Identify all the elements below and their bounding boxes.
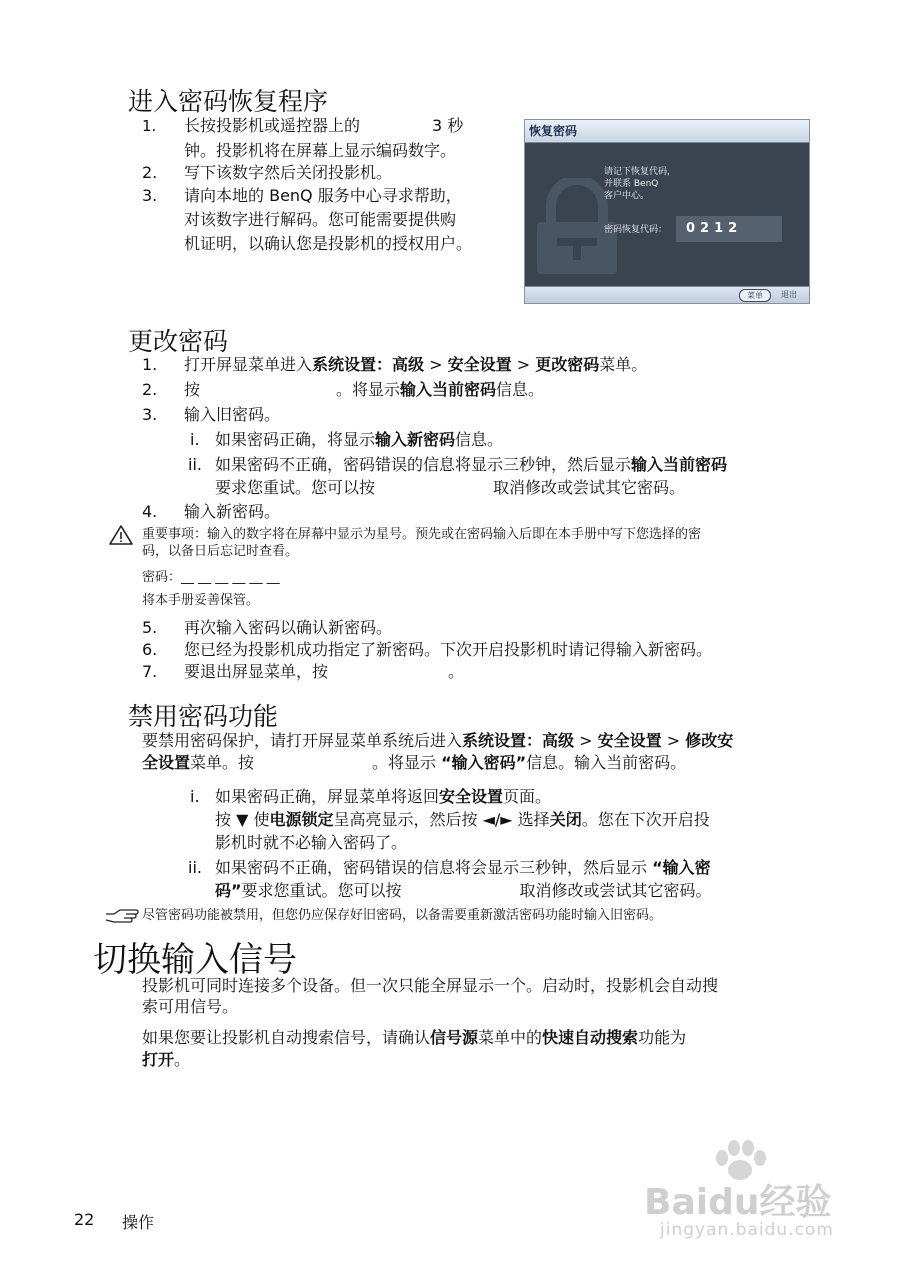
note-text: 尽管密码功能被禁用，但您仍应保存好旧密码，以备需要重新激活密码功能时输入旧密码。 <box>142 908 663 923</box>
sub-item-text: 如果密码正确，屏显菜单将返回安全设置页面。 <box>215 787 552 806</box>
list-item-text: 您已经为投影机成功指定了新密码。下次开启投影机时请记得输入新密码。 <box>184 640 713 659</box>
recovery-code-value: 0212 <box>676 216 782 242</box>
list-item-num: 3. <box>142 186 158 205</box>
notice-line: 重要事项：输入的数字将在屏幕中显示为星号。预先或在密码输入后即在本手册中写下您选择的密 <box>142 527 702 542</box>
paragraph-line: 索可用信号。 <box>142 997 239 1016</box>
sub-item-num: ii. <box>188 455 202 474</box>
recovery-title: 进入密码恢复程序 <box>128 87 329 116</box>
list-item-text: 打开屏显菜单进入系统设置：高级 > 安全设置 > 更改密码菜单。 <box>184 355 648 374</box>
page-number: 22 <box>74 1210 95 1229</box>
list-item-text: 再次输入密码以确认新密码。 <box>184 618 393 637</box>
change-title: 更改密码 <box>128 327 229 356</box>
list-item-text: 对该数字进行解码。您可能需要提供购 <box>184 210 457 229</box>
paragraph-line: 全设置菜单。按 。将显示 “输入密码”信息。输入当前密码。 <box>142 753 687 772</box>
sub-item-text: 如果密码不正确，密码错误的信息将显示三秒钟，然后显示输入当前密码 <box>215 455 728 474</box>
list-item-num: 7. <box>142 662 158 681</box>
menu-button[interactable]: 菜单 <box>739 289 771 302</box>
list-item-text: 要退出屏显菜单，按 。 <box>184 662 465 681</box>
list-item-num: 6. <box>142 640 158 659</box>
list-item-text: 长按投影机或遥控器上的 3 秒 <box>184 116 464 135</box>
sub-item-num: ii. <box>188 858 202 877</box>
list-item-num: 2. <box>142 380 158 399</box>
footer-label: 操作 <box>122 1213 155 1232</box>
recovery-code-label: 密码恢复代码： <box>604 225 668 235</box>
list-item-text: 钟。投影机将在屏幕上显示编码数字。 <box>184 141 457 160</box>
sub-item-text: 如果密码正确，将显示输入新密码信息。 <box>215 430 504 449</box>
notice-line: 码，以备日后忘记时查看。 <box>142 544 299 559</box>
list-item-num: 5. <box>142 618 158 637</box>
warning-icon <box>108 524 134 546</box>
sub-item-text: 要求您重试。您可以按 取消修改或尝试其它密码。 <box>215 478 686 497</box>
sub-item-text: 如果密码不正确，密码错误的信息将会显示三秒钟，然后显示 “输入密 <box>215 858 711 877</box>
sub-item-text: 按 ▼ 使电源锁定呈高亮显示，然后按 ◄/► 选择关闭。您在下次开启投 <box>215 810 710 829</box>
switch-title: 切换输入信号 <box>93 940 297 980</box>
panel-title: 恢复密码 <box>525 120 809 143</box>
sub-item-num: i. <box>190 430 200 449</box>
paragraph-line: 打开。 <box>142 1050 191 1069</box>
list-item-text: 输入旧密码。 <box>184 405 281 424</box>
list-item-num: 3. <box>142 405 158 424</box>
list-item-text: 输入新密码。 <box>184 502 281 521</box>
list-item-text: 写下该数字然后关闭投影机。 <box>184 163 393 182</box>
exit-label: 退出 <box>781 290 797 299</box>
watermark-url: jingyan.baidu.com <box>660 1220 834 1240</box>
list-item-num: 1. <box>142 355 158 374</box>
paragraph-line: 如果您要让投影机自动搜索信号，请确认信号源菜单中的快速自动搜索功能为 <box>142 1028 687 1047</box>
panel-message: 请记下恢复代码， 并联系 BenQ 客户中心。 <box>604 167 677 201</box>
notice-keep: 将本手册妥善保管。 <box>142 593 260 608</box>
password-blank: 密码：__ __ __ __ __ __ <box>142 570 280 585</box>
list-item-text: 机证明，以确认您是投影机的授权用户。 <box>184 234 473 253</box>
baidu-watermark <box>640 1140 860 1244</box>
sub-item-num: i. <box>190 787 200 806</box>
list-item-text: 按 。将显示输入当前密码信息。 <box>184 380 545 399</box>
list-item-num: 2. <box>142 163 158 182</box>
list-item-num: 4. <box>142 502 158 521</box>
paragraph-line: 要禁用密码保护，请打开屏显菜单系统后进入系统设置：高级 > 安全设置 > 修改安 <box>142 731 734 750</box>
sub-item-text: 影机时就不必输入密码了。 <box>215 833 408 852</box>
list-item: 1. <box>142 117 157 135</box>
recover-password-panel <box>524 119 810 304</box>
list-item-text: 请向本地的 BenQ 服务中心寻求帮助， <box>184 186 462 205</box>
paragraph-line: 投影机可同时连接多个设备。但一次只能全屏显示一个。启动时，投影机会自动搜 <box>142 976 719 995</box>
disable-title: 禁用密码功能 <box>128 702 279 731</box>
watermark-brand: Baidu经验 <box>644 1182 832 1223</box>
sub-item-text: 码”要求您重试。您可以按 取消修改或尝试其它密码。 <box>215 881 712 900</box>
pointing-hand-icon <box>104 906 140 924</box>
panel-footer <box>525 286 809 303</box>
